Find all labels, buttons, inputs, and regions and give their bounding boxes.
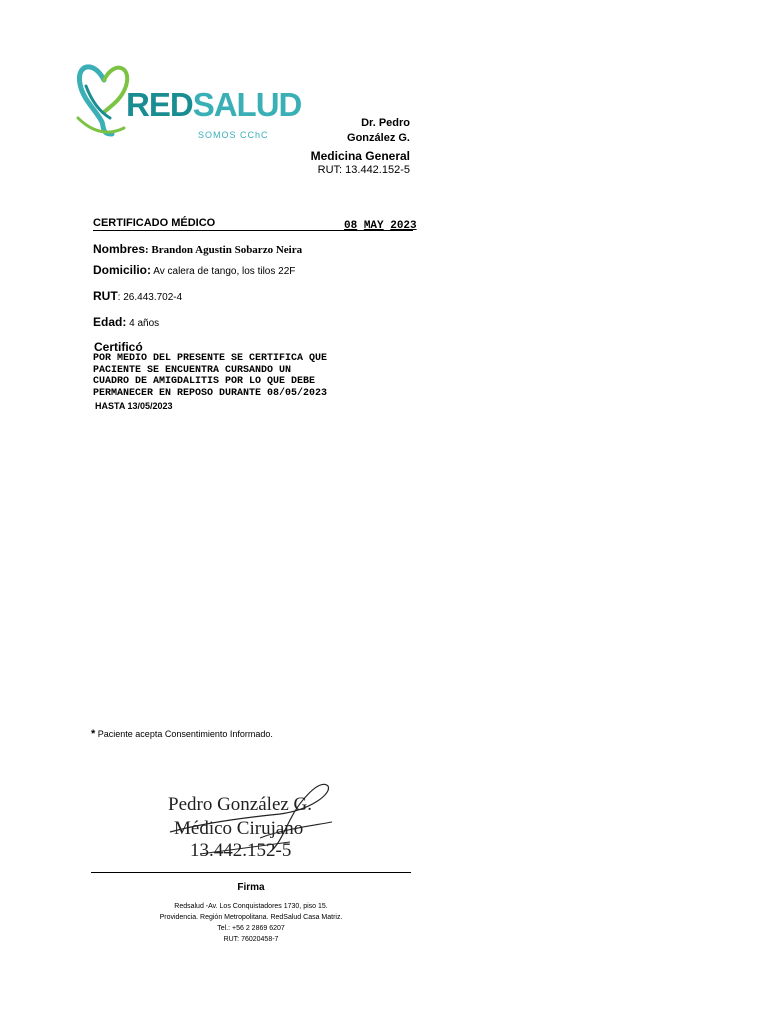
- signature-scribble-icon: [160, 780, 340, 868]
- brand-name: [126, 88, 301, 121]
- date-year: 2023: [390, 220, 417, 232]
- brand-salud: SALUD: [192, 86, 302, 123]
- consent-text: Paciente acepta Consentimiento Informado.: [95, 729, 273, 739]
- field-nombres: [93, 242, 302, 256]
- heart-logo-icon: [74, 58, 134, 140]
- nombres-label: Nombres: [93, 242, 146, 256]
- footer-region: Providencia. Región Metropolitana. RedSalud Casa Matriz.: [159, 914, 343, 921]
- signature-name: Pedro González G.: [168, 794, 313, 815]
- edad-value: 4 años: [126, 318, 160, 329]
- consent-note: [91, 728, 273, 740]
- doctor-rut: RUT: 13.442.152-5: [317, 164, 410, 176]
- brand-red: RED: [126, 86, 193, 123]
- certificate-title: CERTIFICADO MÉDICO: [93, 217, 216, 229]
- date-month: MAY: [363, 220, 384, 232]
- rut-label: RUT: [93, 289, 118, 303]
- date-day: 08: [344, 220, 358, 232]
- firma-label: Firma: [237, 882, 265, 893]
- field-rut: [93, 289, 182, 303]
- signature-stamp: [160, 780, 340, 868]
- footer-rut: RUT: 76020458-7: [223, 936, 279, 943]
- field-domicilio: [93, 263, 295, 277]
- brand-tagline: SOMOS CChC: [198, 130, 269, 140]
- certifico-body: POR MEDIO DEL PRESENTE SE CERTIFICA QUE PACIENTE SE ENCUENTRA CURSANDO UN CUADRO DE AMIGDALITIS POR LO QUE DEBE PERMANECER EN REPOSO DURANTE 08/05/2023: [93, 353, 328, 399]
- consent-asterisk: *: [91, 728, 96, 740]
- certifico-hasta: HASTA 13/05/2023: [95, 401, 173, 411]
- certifico-label: Certificó: [94, 340, 143, 354]
- redsalud-logo: [74, 58, 302, 144]
- doctor-name-line1: Dr. Pedro: [361, 117, 410, 129]
- signature-rut: 13.442.152-5: [190, 840, 292, 861]
- certificate-date: [344, 220, 417, 232]
- signature-title: Médico Cirujano: [174, 818, 304, 839]
- nombres-value: : Brandon Agustin Sobarzo Neira: [145, 244, 303, 256]
- edad-label: Edad:: [93, 315, 127, 329]
- domicilio-value: Av calera de tango, los tilos 22F: [151, 266, 296, 277]
- footer-address: Redsalud -Av. Los Conquistadores 1730, piso 15.: [174, 903, 328, 910]
- doctor-name-line2: González G.: [347, 132, 410, 144]
- footer-phone: Tel.: +56 2 2869 6207: [217, 925, 285, 932]
- signature-line: [91, 872, 411, 873]
- domicilio-label: Domicilio:: [93, 263, 152, 277]
- doctor-specialty: Medicina General: [310, 149, 410, 163]
- field-edad: [93, 315, 159, 329]
- rut-value: : 26.443.702-4: [117, 292, 183, 303]
